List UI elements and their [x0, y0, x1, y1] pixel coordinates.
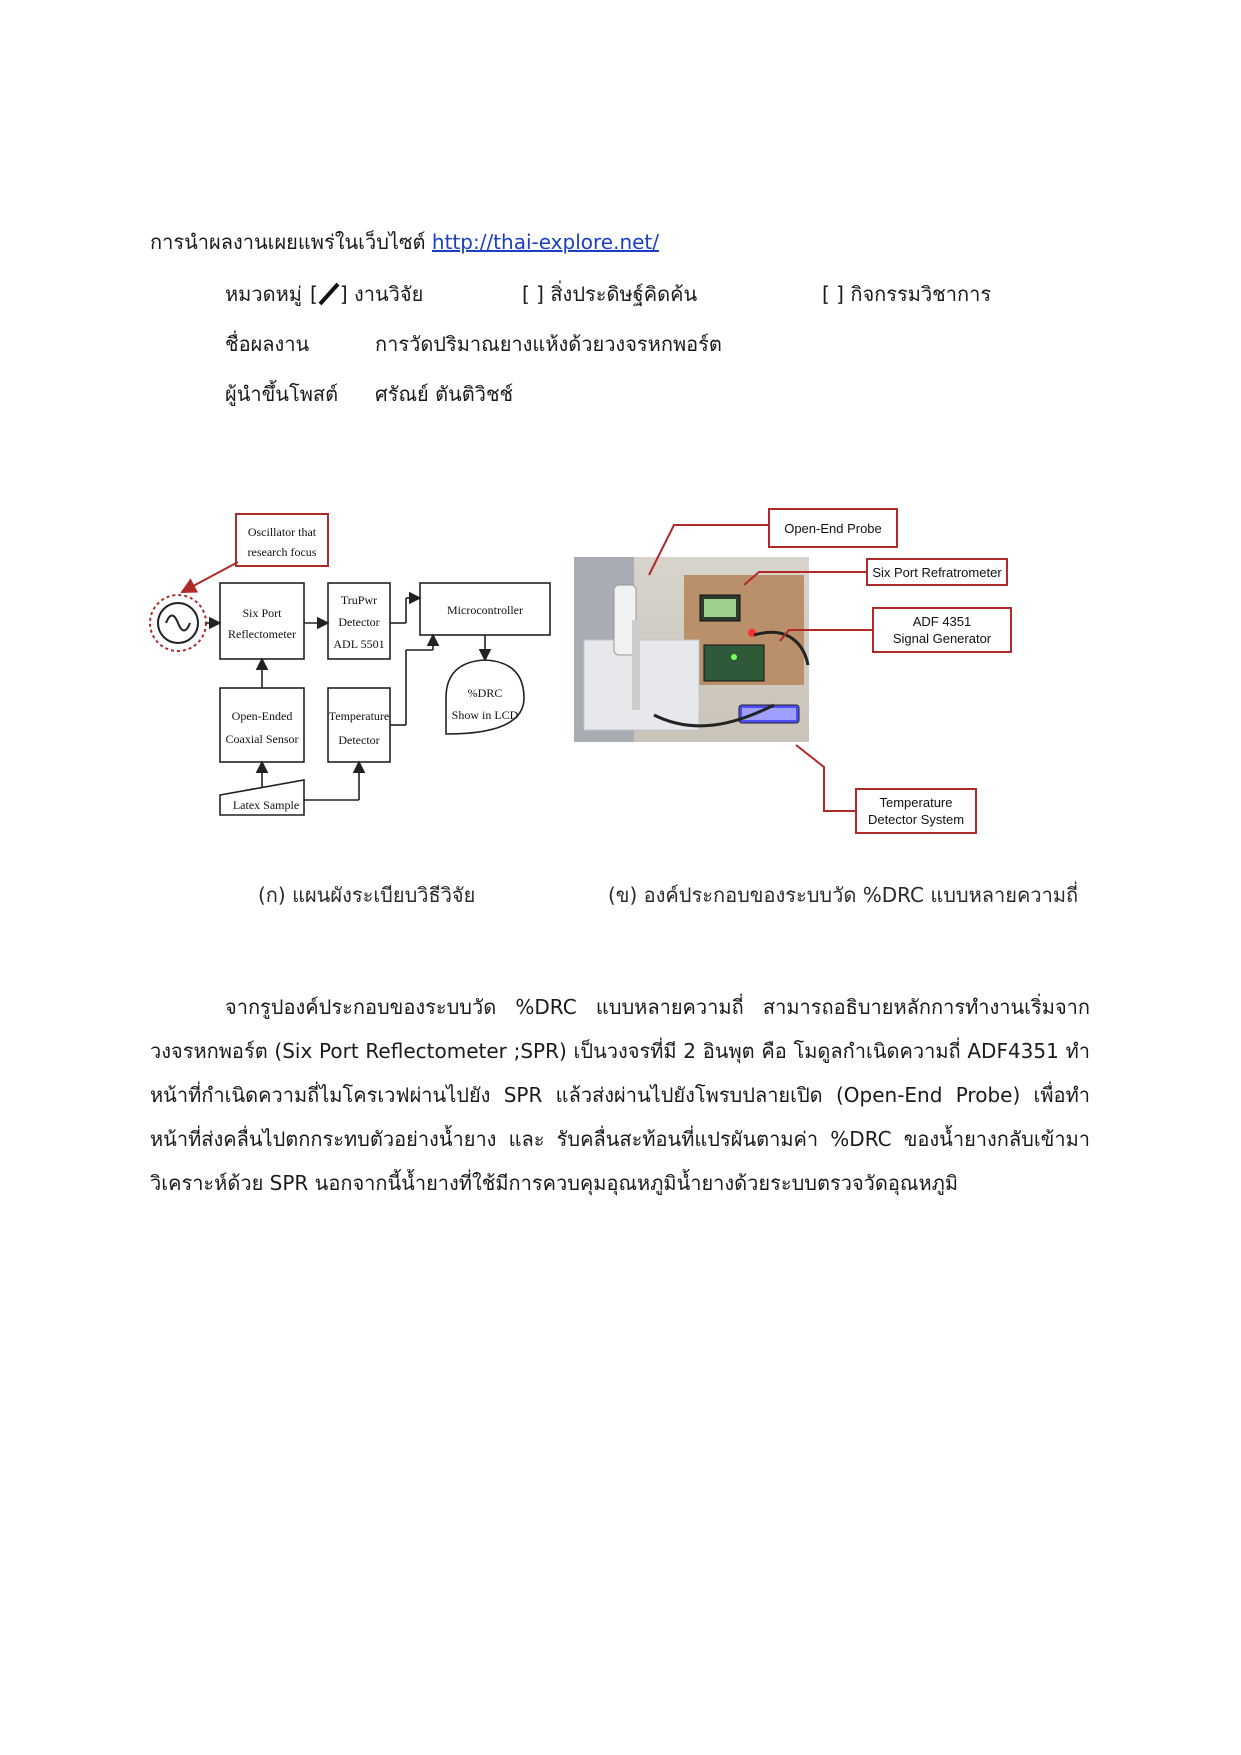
- oscillator-note-line2: research focus: [247, 545, 317, 559]
- temp-label-1: Temperature: [328, 709, 390, 723]
- category-option-research[interactable]: [310, 282, 423, 306]
- sensor-label-1: Open-Ended: [231, 709, 293, 723]
- label-probe: Open-End Probe: [784, 521, 882, 536]
- temp-box: [328, 688, 390, 762]
- sample-tray: [584, 640, 699, 730]
- checkbox-open-bracket: [: [310, 282, 318, 306]
- label-adf-2: Signal Generator: [892, 631, 992, 646]
- category-label: หมวดหมู่: [225, 282, 302, 306]
- system-components-photo: [574, 505, 1044, 840]
- six-port-label-1: Six Port: [242, 606, 282, 620]
- category-option-invention[interactable]: [522, 282, 697, 306]
- label-tds-1: Temperature: [879, 795, 953, 810]
- trupwr-label-3: ADL 5501: [333, 637, 385, 651]
- checkbox-close-bracket: ]: [339, 282, 348, 306]
- publish-line: [150, 230, 659, 254]
- sensor-box: [220, 688, 304, 762]
- work-name-label: ชื่อผลงาน: [225, 332, 310, 356]
- temp-label-2: Detector: [338, 733, 380, 747]
- label-adf-1: ADF 4351: [912, 614, 972, 629]
- sensor-label-2: Coaxial Sensor: [225, 732, 299, 746]
- research-block-diagram: [148, 510, 558, 835]
- photo-area: [574, 557, 809, 742]
- checkbox-close-bracket: ]: [536, 282, 544, 306]
- trupwr-label-1: TruPwr: [340, 593, 378, 607]
- checkbox-open-bracket: [: [522, 282, 530, 306]
- check-slash-icon: [318, 282, 340, 306]
- drc-label-2: Show in LCD: [451, 708, 519, 722]
- signal-board: [704, 645, 764, 681]
- trupwr-label-2: Detector: [338, 615, 380, 629]
- callout-tds-line: [796, 745, 856, 811]
- checkbox-open-bracket: [: [822, 282, 830, 306]
- six-port-label-2: Reflectometer: [228, 627, 296, 641]
- category-option-text: กิจกรรมวิชาการ: [850, 282, 992, 306]
- figure-b-caption: (ข) องค์ประกอบของระบบวัด %DRC แบบหลายความถี่: [608, 883, 1079, 907]
- category-option-text: สิ่งประดิษฐ์คิดค้น: [550, 282, 698, 306]
- website-link[interactable]: http://thai-explore.net/: [431, 230, 660, 254]
- category-option-text: งานวิจัย: [353, 282, 424, 306]
- work-name-value: การวัดปริมาณยางแห้งด้วยวงจรหกพอร์ต: [375, 332, 722, 356]
- label-refra: Six Port Refratrometer: [872, 565, 1002, 580]
- body-paragraph-container: [150, 985, 1090, 1205]
- oscillator-note-line1: Oscillator that: [247, 525, 317, 539]
- micro-label: Microcontroller: [447, 603, 523, 617]
- body-paragraph: จากรูปองค์ประกอบของระบบวัด %DRC แบบหลายความถี่ สามารถอธิบายหลักการทำงานเริ่มจากวงจรหกพอร์ต (Six Port Reflectometer ;SPR) เป็นวงจรที่มี 2 อินพุต คือ โมดูลกำเนิดความถี่ ADF4351 ทำหน้าที่กำเนิดความถี่ไมโครเวฟผ่านไปยัง SPR แล้วส่งผ่านไปยังโพรบปลายเปิด (Open-End Probe) เพื่อทำหน้าที่ส่งคลื่นไปตกกระทบตัวอย่างน้ำยาง และ รับคลื่นสะท้อนที่แปรผันตามค่า %DRC ของน้ำยางกลับเข้ามาวิเคราะห์ด้วย SPR นอกจากนี้น้ำยางที่ใช้มีการควบคุมอุณหภูมิน้ำยางด้วยระบบตรวจวัดอุณหภูมิ: [150, 995, 1090, 1195]
- publish-intro: การนำผลงานเผยแพร่ในเว็บไซต์: [150, 230, 426, 254]
- poster-label: ผู้นำขึ้นโพสต์: [225, 382, 339, 406]
- checkbox-close-bracket: ]: [836, 282, 844, 306]
- sine-wave-icon: [166, 616, 190, 631]
- latex-label: Latex Sample: [232, 798, 300, 812]
- six-port-box: [220, 583, 304, 659]
- label-tds-2: Detector System: [867, 812, 965, 827]
- poster-value: ศรัณย์ ตันติวิชช์: [375, 382, 514, 406]
- figure-a-caption: (ก) แผนผังระเบียบวิธีวิจัย: [258, 883, 476, 907]
- category-option-academic[interactable]: [822, 282, 991, 306]
- drc-label-1: %DRC: [467, 686, 503, 700]
